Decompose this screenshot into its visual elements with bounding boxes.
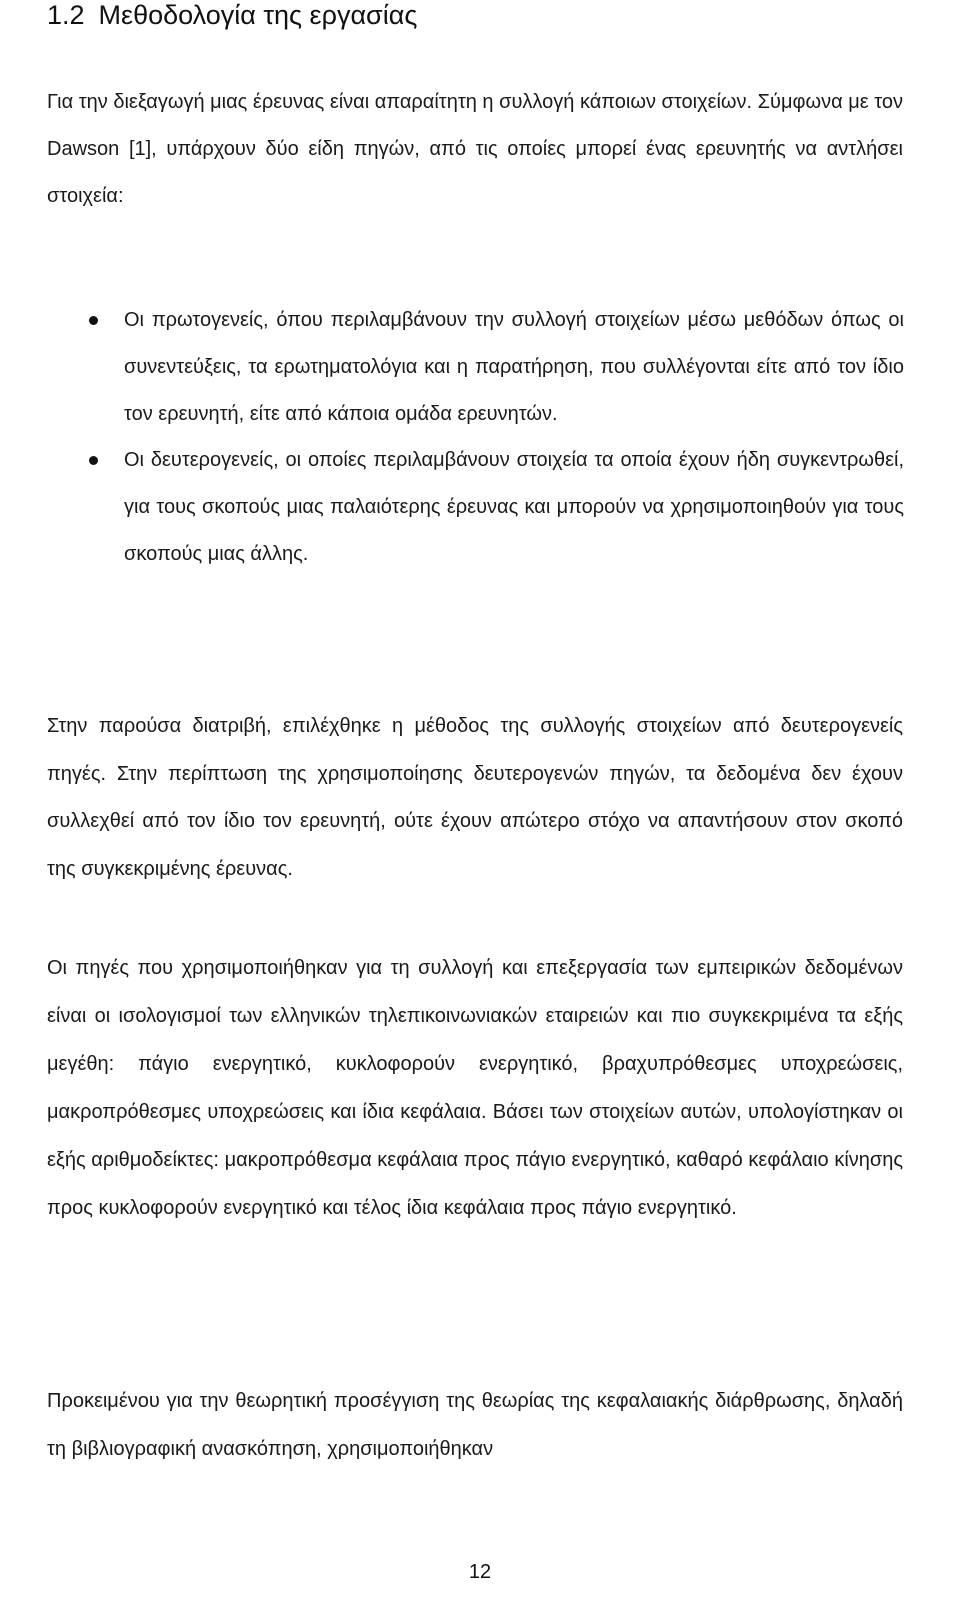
bullet-icon bbox=[89, 316, 98, 325]
theory-paragraph: Προκειμένου για την θεωρητική προσέγγιση της θεωρίας της κεφαλαιακής διάρθρωσης, δηλαδή τη βιβλιογραφική ανασκόπηση, χρησιμοποιήθηκαν bbox=[47, 1390, 903, 1460]
list-item bbox=[124, 437, 904, 578]
list-item-text: Οι δευτερογενείς, οι οποίες περιλαμβάνουν στοιχεία τα οποία έχουν ήδη συγκεντρωθεί, για τους σκοπούς μιας παλαιότερης έρευνας και μπορούν να χρησιμοποιηθούν για τους σκοπούς μιας άλλης. bbox=[124, 449, 904, 565]
list-item bbox=[124, 297, 904, 438]
section-heading bbox=[47, 0, 417, 32]
list-item-text: Οι πρωτογενείς, όπου περιλαμβάνουν την συλλογή στοιχείων μέσω μεθόδων όπως οι συνεντεύξεις, τα ερωτηματολόγια και η παρατήρηση, που συλλέγονται είτε από τον ίδιο τον ερευνητή, είτε από κάποια ομάδα ερευνητών. bbox=[124, 309, 904, 425]
bullet-icon bbox=[89, 456, 98, 465]
method-paragraph: Στην παρούσα διατριβή, επιλέχθηκε η μέθοδος της συλλογής στοιχείων από δευτερογενείς πηγές. Στην περίπτωση της χρησιμοποίησης δευτερογενών πηγών, τα δεδομένα δεν έχουν συλλεχθεί από τον ίδιο τον ερευνητή, ούτε έχουν απώτερο στόχο να απαντήσουν στον σκοπό της συγκεκριμένης έρευνας. bbox=[47, 715, 903, 880]
section-number: 1.2 bbox=[47, 0, 85, 30]
section-title: Μεθοδολογία της εργασίας bbox=[98, 0, 418, 30]
source-types-list bbox=[124, 297, 904, 578]
sources-paragraph: Οι πηγές που χρησιμοποιήθηκαν για τη συλλογή και επεξεργασία των εμπειρικών δεδομένων είναι οι ισολογισμοί των ελληνικών τηλεπικοινωνιακών εταιρειών και πιο συγκεκριμένα τα εξής μεγέθη: πάγιο ενεργητικό, κυκλοφορούν ενεργητικό, βραχυπρόθεσμες υποχρεώσεις, μακροπρόθεσμες υποχρεώσεις και ίδια κεφάλαια. Βάσει των στοιχείων αυτών, υπολογίστηκαν οι εξής αριθμοδείκτες: μακροπρόθεσμα κεφάλαια προς πάγιο ενεργητικό, καθαρό κεφάλαιο κίνησης προς κυκλοφορούν ενεργητικό και τέλος ίδια κεφάλαια προς πάγιο ενεργητικό. bbox=[47, 957, 903, 1219]
page-number: 12 bbox=[468, 1561, 492, 1583]
intro-paragraph: Για την διεξαγωγή μιας έρευνας είναι απαραίτητη η συλλογή κάποιων στοιχείων. Σύμφωνα με τον Dawson [1], υπάρχουν δύο είδη πηγών, από τις οποίες μπορεί ένας ερευνητής να αντλήσει στοιχεία: bbox=[47, 91, 903, 207]
